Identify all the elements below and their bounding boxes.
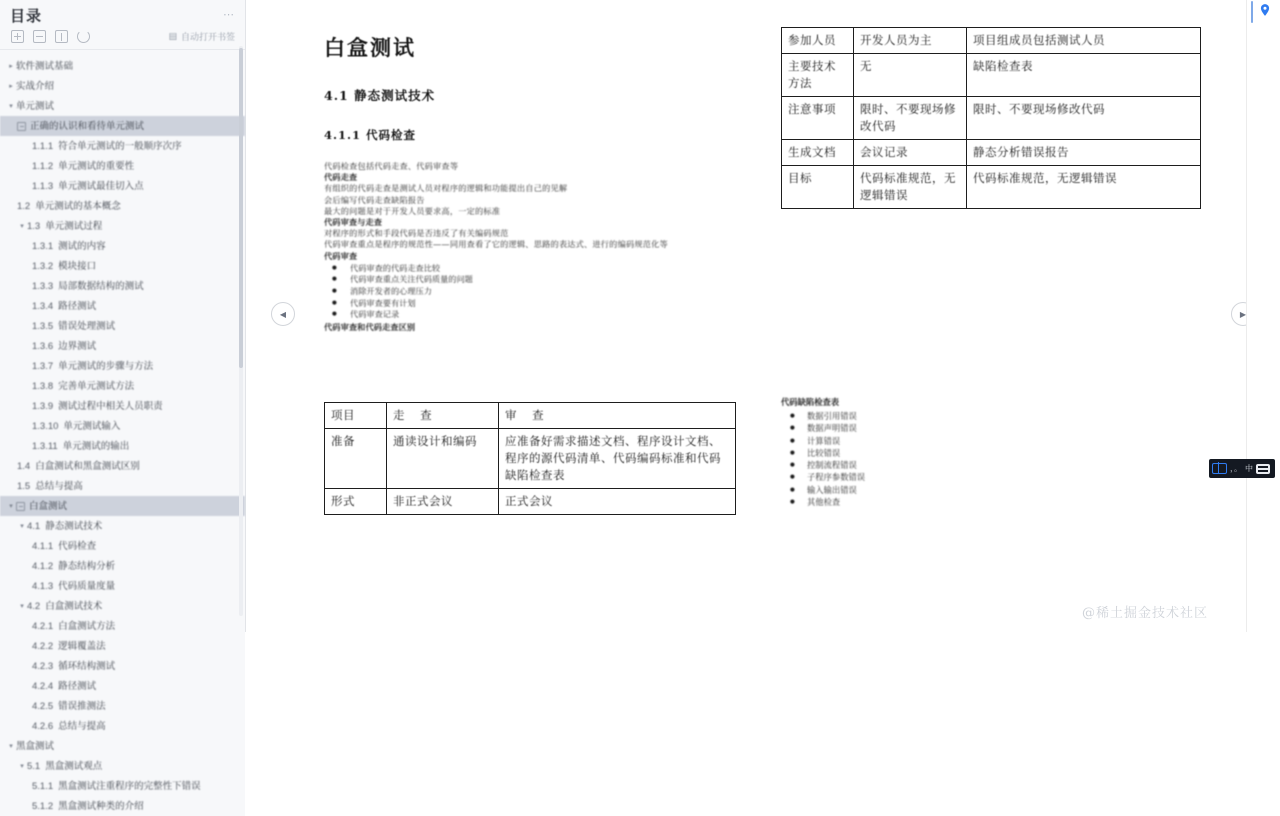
outline-item[interactable] <box>0 236 245 256</box>
outline-item-label: 单元测试的步骤与方法 <box>58 360 154 372</box>
outline-item-label: 局部数据结构的测试 <box>58 280 144 292</box>
outline-item-number: 4.2.4 <box>32 680 54 692</box>
checklist-item: ● 其他检查 <box>781 496 991 508</box>
outline-item[interactable] <box>0 176 245 196</box>
table-row <box>782 97 1201 140</box>
outline-item-label: 总结与提高 <box>58 720 106 732</box>
chevron-down-icon[interactable]: ▾ <box>9 742 13 750</box>
table-cell: 代码标准规范，无逻辑错误 <box>967 166 1201 209</box>
outline-item[interactable] <box>0 216 245 236</box>
outline-item-label: 白盒测试技术 <box>45 600 103 612</box>
page-title: 白盒测试 <box>324 35 416 60</box>
outline-item-label: 单元测试的重要性 <box>58 160 135 172</box>
table-cell: 主要技术方法 <box>782 54 854 97</box>
checklist-item: ● 输入输出错误 <box>781 484 991 496</box>
body-text <box>324 161 668 333</box>
outline-item-number: 1.3.1 <box>32 240 54 252</box>
outline-item[interactable] <box>0 456 245 476</box>
outline-item[interactable] <box>0 576 245 596</box>
outline-item[interactable] <box>0 796 245 816</box>
sidebar-title: 目录 <box>10 8 43 25</box>
outline-item-number: 4.2 <box>27 600 41 612</box>
outline-item-number: 1.1.3 <box>32 180 54 192</box>
body-bullet-list <box>324 263 624 321</box>
outline-item[interactable] <box>0 116 245 136</box>
outline-item[interactable] <box>0 196 245 216</box>
outline-item-label: 静态结构分析 <box>58 560 116 572</box>
sidebar-more-icon[interactable]: ⋯ <box>223 9 235 21</box>
outline-item-number: 1.3.10 <box>32 420 59 432</box>
outline-item-number: 1.3 <box>27 220 41 232</box>
table-cell: 注意事项 <box>782 97 854 140</box>
outline-item-label: 白盒测试和黑盒测试区别 <box>35 460 140 472</box>
auto-open-bookmark-label: 自动打开书签 <box>180 32 235 42</box>
outline-item-number: 1.3.5 <box>32 320 54 332</box>
outline-item[interactable] <box>0 96 245 116</box>
table-row <box>325 489 736 515</box>
outline-item[interactable] <box>0 696 245 716</box>
table-cell: 生成文档 <box>782 140 854 166</box>
checklist-item: ● 子程序参数错误 <box>781 471 991 483</box>
next-page-button[interactable]: ▶ <box>1231 302 1255 326</box>
watermark: @稀土掘金技术社区 <box>1082 606 1209 621</box>
outline-item-label: 单元测试输入 <box>63 420 121 432</box>
chevron-down-icon[interactable]: ▾ <box>9 502 13 510</box>
outline-item-number: 4.2.2 <box>32 640 54 652</box>
outline-item-number: 1.3.11 <box>32 440 58 452</box>
table-cell: 通读设计和编码 <box>387 429 499 489</box>
outline-item-number: 5.1.2 <box>32 800 54 812</box>
outline-item-label: 符合单元测试的一般顺序次序 <box>58 140 182 152</box>
list-item: ● 代码审查重点关注代码质量的问题 <box>324 274 624 286</box>
table-cell: 缺陷检查表 <box>967 54 1201 97</box>
body-paragraph: 最大的问题是对于开发人员要求高，一定的标准 <box>324 205 501 216</box>
outline-item-label: 黑盒测试注重程序的完整性下错误 <box>58 780 201 792</box>
outline-item-number: 5.1.1 <box>32 780 54 792</box>
outline-item-label: 单元测试 <box>16 100 55 112</box>
checklist-item: ● 数据引用错误 <box>781 410 991 422</box>
table-cell: 代码标准规范，无逻辑错误 <box>854 166 967 209</box>
outline-item-label: 静态测试技术 <box>45 520 103 532</box>
outline-item[interactable] <box>0 296 245 316</box>
ime-mode-label[interactable]: 中 <box>1245 463 1253 473</box>
chevron-down-icon[interactable]: ▾ <box>20 762 24 770</box>
outline-item-number: 1.3.6 <box>32 340 54 352</box>
outline-item[interactable] <box>0 776 245 796</box>
outline-item-number: 4.2.3 <box>32 660 54 672</box>
outline-item-label: 错误处理测试 <box>58 320 116 332</box>
chevron-right-icon[interactable]: ▸ <box>9 62 13 70</box>
outline-item-label: 单元测试过程 <box>45 220 103 232</box>
outline-item-label: 单元测试的基本概念 <box>35 200 121 212</box>
body-paragraph: 会后编写代码走查缺陷报告 <box>324 194 425 205</box>
document-page <box>246 0 1280 632</box>
chevron-down-icon[interactable]: ▾ <box>20 602 24 610</box>
outline-item-label: 错误推测法 <box>58 700 106 712</box>
outline-item-number: 1.3.7 <box>32 360 54 372</box>
outline-item[interactable] <box>0 656 245 676</box>
outline-item-number: 4.2.6 <box>32 720 54 732</box>
table-header-cell: 走 查 <box>387 403 499 429</box>
outline-item[interactable] <box>0 316 245 336</box>
table-cell: 非正式会议 <box>387 489 499 515</box>
table-cell: 正式会议 <box>499 489 736 515</box>
outline-item-label: 单元测试的输出 <box>62 440 130 452</box>
list-item: ● 代码审查的代码走查比较 <box>324 263 624 275</box>
outline-item-label: 正确的认识和看待单元测试 <box>30 120 145 132</box>
outline-item-label: 路径测试 <box>58 680 97 692</box>
table-row <box>782 166 1201 209</box>
outline-item-label: 代码检查 <box>58 540 97 552</box>
sidebar-scrollbar-thumb[interactable] <box>239 48 243 368</box>
table-row <box>325 429 736 489</box>
previous-page-button[interactable]: ◀ <box>271 302 295 326</box>
comparison-table <box>781 27 1201 209</box>
outline-item-label: 代码质量度量 <box>58 580 116 592</box>
body-paragraph: 代码审查重点是程序的规范性——同用查看了它的逻辑、思路的表达式、进行的编码规范化等 <box>324 239 668 250</box>
sidebar-header <box>0 0 245 26</box>
outline-node-box-icon[interactable] <box>16 502 25 511</box>
outline-item[interactable] <box>0 556 245 576</box>
outline-item[interactable] <box>0 356 245 376</box>
sogou-ime-icon[interactable] <box>1212 463 1227 474</box>
body-paragraph: 代码检查包括代码走查、代码审查等 <box>324 161 459 171</box>
outline-item-label: 白盒测试 <box>29 500 68 512</box>
bookmark-icon: ▤ <box>168 31 177 41</box>
outline-item-number: 4.1 <box>27 520 41 532</box>
collapse-all-icon[interactable] <box>33 30 46 43</box>
table-cell: 限时、不要现场修改代码 <box>967 97 1201 140</box>
chevron-right-icon[interactable]: ▸ <box>9 82 13 90</box>
outline-item-label: 循环结构测试 <box>58 660 116 672</box>
outline-item-label: 单元测试最佳切入点 <box>58 180 144 192</box>
outline-item-label: 白盒测试方法 <box>58 620 116 632</box>
outline-item-label: 总结与提高 <box>35 480 83 492</box>
outline-item[interactable] <box>0 536 245 556</box>
location-pin-icon[interactable] <box>1258 3 1272 17</box>
outline-item-number: 4.2.5 <box>32 700 54 712</box>
outline-sidebar <box>0 0 246 812</box>
body-subheading: 代码审查与走查 <box>324 217 383 228</box>
outline-item-label: 软件测试基础 <box>16 60 74 72</box>
auto-open-bookmark-toggle[interactable] <box>168 30 235 43</box>
locate-current-icon[interactable] <box>55 30 68 43</box>
page-indicator-line <box>1251 1 1253 23</box>
outline-item-number: 4.1.1 <box>32 540 54 552</box>
ime-punctuation-label[interactable]: ，。 <box>1230 463 1242 473</box>
outline-item[interactable] <box>0 136 245 156</box>
outline-item[interactable] <box>0 416 245 436</box>
outline-item-number: 1.1.2 <box>32 160 54 172</box>
outline-item-label: 实战介绍 <box>16 80 55 92</box>
outline-item-label: 路径测试 <box>58 300 97 312</box>
outline-item[interactable] <box>0 56 245 76</box>
outline-item-number: 1.4 <box>17 460 31 472</box>
outline-item-number: 4.1.3 <box>32 580 54 592</box>
outline-item[interactable] <box>0 736 245 756</box>
defect-checklist-title: 代码缺陷检查表 <box>781 397 840 407</box>
outline-item[interactable] <box>0 596 245 616</box>
chevron-down-icon[interactable]: ▾ <box>20 222 24 230</box>
outline-item-number: 5.1 <box>27 760 41 772</box>
outline-item-number: 1.5 <box>17 480 31 492</box>
table-cell: 参加人员 <box>782 28 854 54</box>
checklist-item: ● 数据声明错误 <box>781 422 991 434</box>
outline-item-label: 边界测试 <box>58 340 97 352</box>
outline-item-label: 完善单元测试方法 <box>58 380 135 392</box>
outline-item-label: 黑盒测试观点 <box>45 760 103 772</box>
outline-item-number: 1.2 <box>17 200 31 212</box>
table-row <box>782 54 1201 97</box>
outline-item[interactable] <box>0 716 245 736</box>
section-heading: 4.1 静态测试技术 <box>324 88 436 103</box>
outline-item-number: 1.3.9 <box>32 400 54 412</box>
outline-item[interactable] <box>0 156 245 176</box>
table-row <box>782 28 1201 54</box>
table-cell: 形式 <box>325 489 387 515</box>
outline-item-number: 1.1.1 <box>32 140 54 152</box>
document-viewer <box>246 0 1280 632</box>
outline-item-number: 1.3.3 <box>32 280 54 292</box>
table-cell: 目标 <box>782 166 854 209</box>
checklist-item: ● 计算错误 <box>781 435 991 447</box>
sidebar-toolbar <box>0 26 245 49</box>
outline-node-box-icon[interactable] <box>17 122 26 131</box>
outline-item[interactable] <box>0 276 245 296</box>
outline-item-label: 测试过程中相关人员职责 <box>58 400 163 412</box>
outline-item-label: 黑盒测试种类的介绍 <box>58 800 144 812</box>
table-cell: 限时、不要现场修改代码 <box>854 97 967 140</box>
outline-item[interactable] <box>0 636 245 656</box>
outline-item[interactable] <box>0 396 245 416</box>
outline-item-label: 黑盒测试 <box>16 740 55 752</box>
body-subheading: 代码审查和代码走查区别 <box>324 321 416 332</box>
outline-item-label: 测试的内容 <box>58 240 106 252</box>
chevron-down-icon[interactable]: ▾ <box>9 102 13 110</box>
table-header-cell: 项目 <box>325 403 387 429</box>
walkthrough-review-table <box>324 402 736 515</box>
table-cell: 无 <box>854 54 967 97</box>
checklist-item: ● 比较错误 <box>781 447 991 459</box>
outline-item[interactable] <box>0 436 245 456</box>
outline-tree[interactable] <box>0 49 245 816</box>
body-subheading: 代码审查 <box>324 250 358 261</box>
table-cell: 开发人员为主 <box>854 28 967 54</box>
outline-item[interactable] <box>0 676 245 696</box>
outline-item-label: 逻辑覆盖法 <box>58 640 106 652</box>
outline-item-number: 1.3.8 <box>32 380 54 392</box>
outline-item-number: 4.1.2 <box>32 560 54 572</box>
body-paragraph: 对程序的形式和手段代码是否违反了有关编码规范 <box>324 228 509 239</box>
keyboard-icon[interactable] <box>1256 464 1270 474</box>
list-item: ● 代码审查要有计划 <box>324 298 624 310</box>
outline-item-number: 4.2.1 <box>32 620 54 632</box>
table-row <box>782 140 1201 166</box>
ime-toolbar[interactable] <box>1209 459 1275 478</box>
outline-item[interactable] <box>0 336 245 356</box>
outline-item[interactable] <box>0 376 245 396</box>
outline-item[interactable] <box>0 256 245 276</box>
body-subheading: 代码走查 <box>324 172 358 183</box>
list-item: ● 消除开发者的心理压力 <box>324 286 624 298</box>
table-header-cell: 审 查 <box>499 403 736 429</box>
outline-item[interactable] <box>0 616 245 636</box>
outline-item-number: 1.3.2 <box>32 260 54 272</box>
list-item: ● 代码审查记录 <box>324 309 624 321</box>
table-row <box>325 403 736 429</box>
outline-item-number: 1.3.4 <box>32 300 54 312</box>
right-rail <box>1246 0 1280 632</box>
outline-item[interactable] <box>0 756 245 776</box>
table-cell: 准备 <box>325 429 387 489</box>
table-cell: 静态分析错误报告 <box>967 140 1201 166</box>
table-cell: 应准备好需求描述文档、程序设计文档、程序的源代码清单、代码编码标准和代码缺陷检查表 <box>499 429 736 489</box>
table-cell: 项目组成员包括测试人员 <box>967 28 1201 54</box>
body-paragraph: 有组织的代码走查是测试人员对程序的逻辑和功能提出自己的见解 <box>324 183 568 194</box>
outline-item-label: 模块接口 <box>58 260 97 272</box>
outline-item[interactable] <box>0 496 245 516</box>
chevron-down-icon[interactable]: ▾ <box>20 522 24 530</box>
outline-item[interactable] <box>0 516 245 536</box>
expand-all-icon[interactable] <box>11 30 24 43</box>
subsection-heading: 4.1.1 代码检查 <box>324 128 417 142</box>
table-cell: 会议记录 <box>854 140 967 166</box>
refresh-icon[interactable] <box>77 30 90 43</box>
defect-checklist <box>781 396 991 508</box>
checklist-item: ● 控制流程错误 <box>781 459 991 471</box>
outline-item[interactable] <box>0 476 245 496</box>
outline-item[interactable] <box>0 76 245 96</box>
